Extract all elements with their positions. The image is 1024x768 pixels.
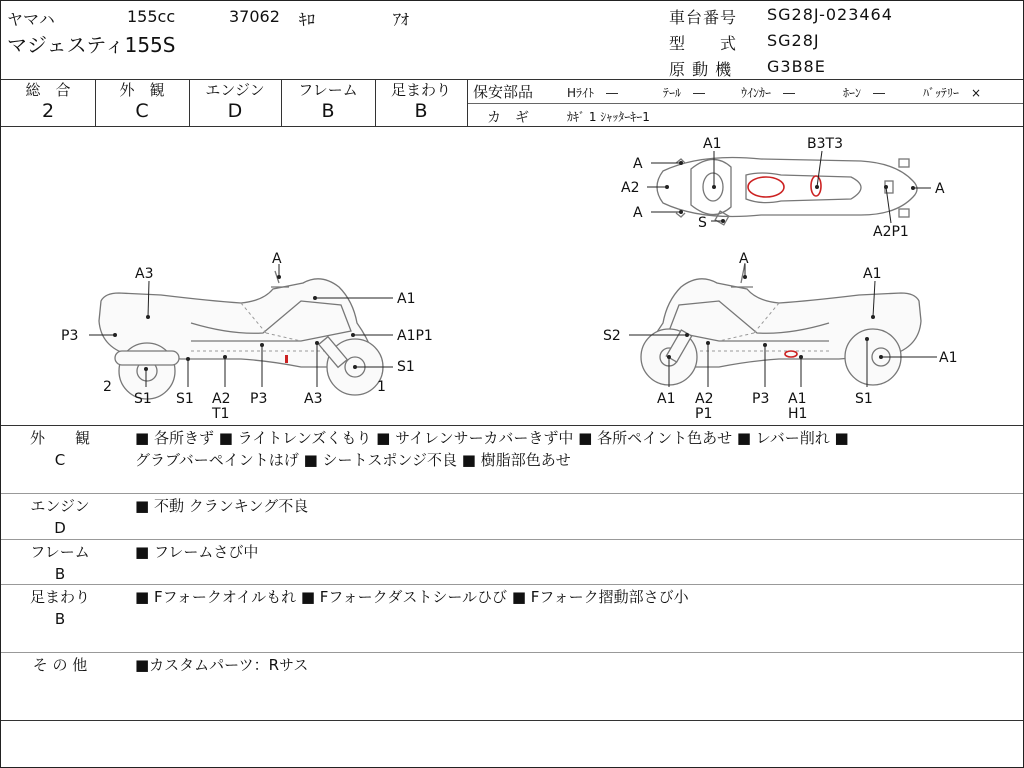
diagram-label: A3 — [135, 266, 154, 282]
diagram-label: A2P1 — [873, 224, 909, 240]
diagram-label: H1 — [788, 406, 808, 422]
diagram-label: A1 — [788, 391, 807, 407]
suspension-label: 足まわり — [29, 588, 90, 606]
suspension-grade: B — [54, 610, 66, 628]
leader-dot — [871, 315, 875, 319]
diagram-label: A1 — [939, 350, 958, 366]
diagram-label: A1 — [397, 291, 416, 307]
diagram-label: A2 — [621, 180, 640, 196]
leader-dot — [911, 186, 915, 190]
diagram-label: T1 — [212, 406, 230, 422]
damage-mark-seat — [748, 177, 784, 197]
leader-dot — [763, 343, 767, 347]
divider — [189, 79, 190, 126]
engine-label-block — [1, 495, 119, 539]
other-label: そ の 他 — [32, 656, 88, 674]
grade-value: D — [227, 100, 243, 122]
divider — [1, 539, 1023, 540]
grade-label: 足まわり — [390, 81, 451, 99]
leader-dot — [277, 275, 281, 279]
suspension-notes: ■ Fフォークオイルもれ ■ Fフォークダストシールひび ■ Fフォーク摺動部さび小 — [135, 588, 689, 606]
diagram-label: S — [698, 215, 707, 231]
diagram-label: A2 — [695, 391, 714, 407]
grade-label: フレーム — [298, 81, 358, 99]
diagram-label: A3 — [304, 391, 323, 407]
grade-value: 2 — [41, 100, 55, 122]
leader-dot — [884, 185, 888, 189]
grade-label: 総 合 — [25, 81, 71, 99]
model-name: マジェスティ155S — [7, 33, 176, 57]
exterior-notes-line: グラブバーペイントはげ ■ シートスポンジ不良 ■ 樹脂部色あせ — [135, 451, 571, 469]
chassis-number: SG28J-023464 — [767, 5, 893, 24]
grade-engine — [189, 81, 281, 125]
diagram-label: A1P1 — [397, 328, 433, 344]
displacement: 155cc — [127, 7, 176, 26]
grade-value: B — [414, 100, 428, 122]
exterior-grade: C — [54, 451, 66, 469]
diagram-label: P3 — [250, 391, 268, 407]
leader-dot — [712, 185, 716, 189]
grade-suspension — [375, 81, 467, 125]
diagram-label: 1 — [377, 379, 386, 395]
frame-notes: ■ フレームさび中 — [135, 543, 259, 561]
engine-model-label: 原 動 機 — [669, 60, 733, 79]
leader-dot — [815, 185, 819, 189]
leader-dot — [685, 333, 689, 337]
divider — [95, 79, 96, 126]
diagram-label: B3T3 — [807, 136, 843, 152]
grade-overall — [1, 81, 95, 125]
leader-dot — [313, 296, 317, 300]
suspension-label-block — [1, 586, 119, 630]
leader-dot — [679, 161, 683, 165]
exterior-label-block — [1, 427, 119, 471]
scooter-left-view — [99, 271, 383, 399]
exterior-label: 外 観 — [29, 429, 90, 447]
leader-dot — [721, 219, 725, 223]
leader-dot — [223, 355, 227, 359]
exterior-notes — [135, 427, 1015, 471]
divider — [281, 79, 282, 126]
diagram-label: A — [633, 156, 643, 172]
leader-dot — [879, 355, 883, 359]
safety-parts-row — [473, 81, 533, 102]
headlight-status: Hﾗｲﾄ ― — [567, 86, 619, 100]
engine-notes: ■ 不動 クランキング不良 — [135, 497, 309, 515]
diagram-label: A — [935, 181, 945, 197]
leader-dot — [679, 210, 683, 214]
diagram-label: S1 — [176, 391, 194, 407]
grade-label: エンジン — [205, 81, 265, 99]
leader-dot — [315, 341, 319, 345]
leader-dot — [353, 365, 357, 369]
maker: ヤマハ — [7, 10, 55, 29]
divider — [1, 652, 1023, 653]
engine-grade: D — [54, 519, 66, 537]
leader-dot — [186, 357, 190, 361]
divider — [1, 79, 1023, 80]
leader-dot — [146, 315, 150, 319]
other-notes: ■カスタムパーツ：Rサス — [135, 656, 309, 674]
engine-model-value: G3B8E — [767, 57, 826, 76]
leader-dot — [351, 333, 355, 337]
winker-status: ｳｲﾝｶｰ ― — [741, 86, 796, 100]
diagram-label: P3 — [61, 328, 79, 344]
leader-dot — [799, 355, 803, 359]
diagram-label: A — [272, 251, 282, 267]
damage-diagram — [1, 127, 1023, 425]
type-value: SG28J — [767, 31, 820, 50]
grade-label: 外 観 — [119, 81, 165, 99]
engine-label: エンジン — [30, 497, 90, 515]
divider — [468, 103, 1023, 104]
diagram-label: A1 — [703, 136, 722, 152]
exterior-notes-line: ■ 各所きず ■ ライトレンズくもり ■ サイレンサーカバーきず中 ■ 各所ペイント色あせ ■ レバー削れ ■ — [135, 429, 849, 447]
taillight-status: ﾃｰﾙ ― — [663, 86, 706, 100]
diagram-label: A — [633, 205, 643, 221]
diagram-label: A1 — [863, 266, 882, 282]
leader-dot — [865, 337, 869, 341]
color-label: ｱｵ — [393, 10, 410, 29]
safety-parts-label: 保安部品 — [473, 83, 534, 101]
frame-label: フレーム — [30, 543, 90, 561]
diagram-label: S2 — [603, 328, 621, 344]
type-label: 型 式 — [669, 34, 738, 53]
damage-mark — [285, 355, 288, 363]
chassis-label: 車台番号 — [669, 8, 738, 27]
leader-dot — [144, 367, 148, 371]
divider — [375, 79, 376, 126]
divider — [1, 720, 1023, 721]
grade-frame — [281, 81, 375, 125]
leader-dot — [113, 333, 117, 337]
leader-dot — [743, 275, 747, 279]
battery-status: ﾊﾞｯﾃﾘｰ × — [923, 86, 982, 100]
leader-dot — [260, 343, 264, 347]
diagram-label: A1 — [657, 391, 676, 407]
diagram-label: P3 — [752, 391, 770, 407]
diagram-label: 2 — [103, 379, 112, 395]
leader-dot — [667, 355, 671, 359]
horn-status: ﾎｰﾝ ― — [843, 86, 886, 100]
key-value: ｶｷﾞ 1 ｼｬｯﾀｰｷｰ1 — [567, 110, 650, 124]
diagram-label: P1 — [695, 406, 713, 422]
grade-value: B — [321, 100, 335, 122]
divider — [1, 493, 1023, 494]
frame-grade: B — [54, 565, 66, 583]
scooter-top-view — [657, 158, 917, 225]
mileage-unit: ｷﾛ — [299, 10, 316, 29]
diagram-label: S1 — [397, 359, 415, 375]
diagram-label: A2 — [212, 391, 231, 407]
diagram-label: A — [739, 251, 749, 267]
leader-dot — [665, 185, 669, 189]
grade-exterior — [95, 81, 189, 125]
divider — [1, 425, 1023, 426]
mileage: 37062 — [229, 7, 280, 26]
divider — [1, 584, 1023, 585]
diagram-label: S1 — [134, 391, 152, 407]
frame-label-block — [1, 541, 119, 585]
leader-dot — [706, 341, 710, 345]
key-label: カ ギ — [487, 110, 529, 126]
grade-value: C — [135, 100, 149, 122]
diagram-label: S1 — [855, 391, 873, 407]
